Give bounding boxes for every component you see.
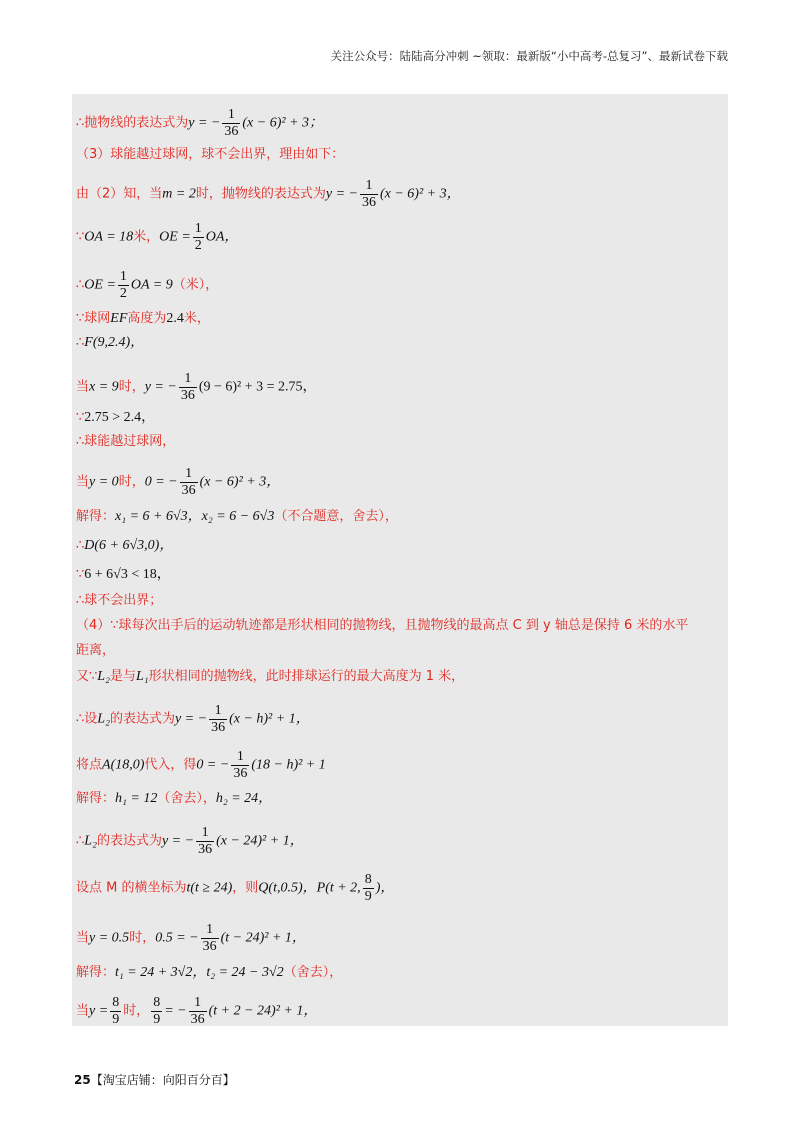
solution-line: 解得：t₁ = 24 + 3√2，t₂ = 24 − 3√2（舍去）， [76, 965, 343, 980]
solution-line: ∵球网EF高度为2.4米， [76, 311, 210, 326]
fraction: $\frac{8}{9}$ [364, 872, 372, 904]
solution-line: ∴球能越过球网， [76, 434, 176, 449]
solution-line: 当y = $\frac{8}{9}$ 时， $\frac{8}{9}$ = − $\frac{1}{36}$ (t + 2 − 24)² + 1， [76, 995, 318, 1027]
shop-label: 【淘宝店铺：向阳百分百】 [90, 1073, 235, 1087]
fraction: $\frac{1}{36}$ [181, 466, 196, 498]
page-footer [74, 1071, 235, 1088]
solution-line: ∴D(6 + 6√3,0)， [76, 538, 174, 553]
math-expr: y = − [188, 115, 221, 131]
fraction: $\frac{1}{36}$ [198, 825, 213, 857]
fraction: $\frac{1}{36}$ [233, 749, 248, 781]
fraction: $\frac{1}{36}$ [190, 995, 205, 1027]
solution-line: 由（2）知，当m = 2时，抛物线的表达式为y = − $\frac{1}{36}$ (x − 6)² + 3， [76, 178, 461, 210]
solution-line: 当x = 9时，y = − $\frac{1}{36}$ (9 − 6)² + 3 = 2.75， [76, 371, 317, 403]
solution-line: （4）∵球每次出手后的运动轨迹都是形状相同的抛物线，且抛物线的最高点 C 到 y 轴总是保持 6 米的水平 [76, 618, 689, 633]
solution-line: ∴F(9,2.4)， [76, 335, 145, 350]
solution-line: 解得：h₁ = 12（舍去），h₂ = 24， [76, 791, 273, 806]
solution-line: 距离， [76, 643, 116, 658]
solution-line: （3）球能越过球网，球不会出界，理由如下： [76, 147, 345, 162]
fraction: $\frac{1}{36}$ [224, 107, 239, 139]
solution-line: ∵OA = 18米，OE = $\frac{1}{2}$ OA， [76, 221, 239, 253]
solution-line: 解得：x₁ = 6 + 6√3，x₂ = 6 − 6√3（不合题意，舍去）， [76, 509, 398, 524]
solution-line: 当y = 0时，0 = − $\frac{1}{36}$ (x − 6)² + 3， [76, 466, 281, 498]
fraction: $\frac{1}{36}$ [202, 922, 217, 954]
fraction: $\frac{1}{36}$ [180, 371, 195, 403]
solution-line: ∴设L₂的表达式为y = − $\frac{1}{36}$ (x − h)² + 1， [76, 703, 310, 735]
fraction: $\frac{1}{36}$ [361, 178, 376, 210]
solution-line [76, 107, 724, 140]
solution-line: ∴OE = $\frac{1}{2}$ OA = 9（米）， [76, 269, 219, 301]
solution-line: 设点 M 的横坐标为t(t ≥ 24)，则Q(t,0.5)，P(t + 2, $\frac{8}{9}$ )， [76, 872, 395, 904]
page-header: 关注公众号：陆陆高分冲刺 ~领取：最新版“小中高考-总复习”、最新试卷下载 [330, 49, 728, 63]
fraction: $\frac{1}{2}$ [194, 221, 202, 253]
solution-line: 当y = 0.5时，0.5 = − $\frac{1}{36}$ (t − 24)² + 1， [76, 922, 306, 954]
solution-line: 又∵L₂是与L₁形状相同的抛物线，此时排球运行的最大高度为 1 米， [76, 669, 465, 684]
solution-line: 将点A(18,0)代入，得0 = − $\frac{1}{36}$ (18 − h)² + 1 [76, 749, 326, 781]
solution-line: ∴球不会出界； [76, 593, 163, 608]
page-number: 25 [74, 1073, 91, 1087]
solution-line: ∴L₂的表达式为y = − $\frac{1}{36}$ (x − 24)² + 1， [76, 825, 304, 857]
fraction: $\frac{1}{2}$ [119, 269, 127, 301]
solution-line: ∵6 + 6√3 < 18， [76, 567, 171, 582]
solution-line: ∵2.75 > 2.4， [76, 410, 156, 425]
fraction: $\frac{1}{36}$ [211, 703, 226, 735]
fraction: $\frac{8}{9}$ [112, 995, 120, 1027]
line-text: ∴抛物线的表达式为 [76, 115, 189, 131]
fraction: $\frac{8}{9}$ [153, 995, 161, 1027]
math-expr: (x − 6)² + 3； [242, 115, 324, 131]
